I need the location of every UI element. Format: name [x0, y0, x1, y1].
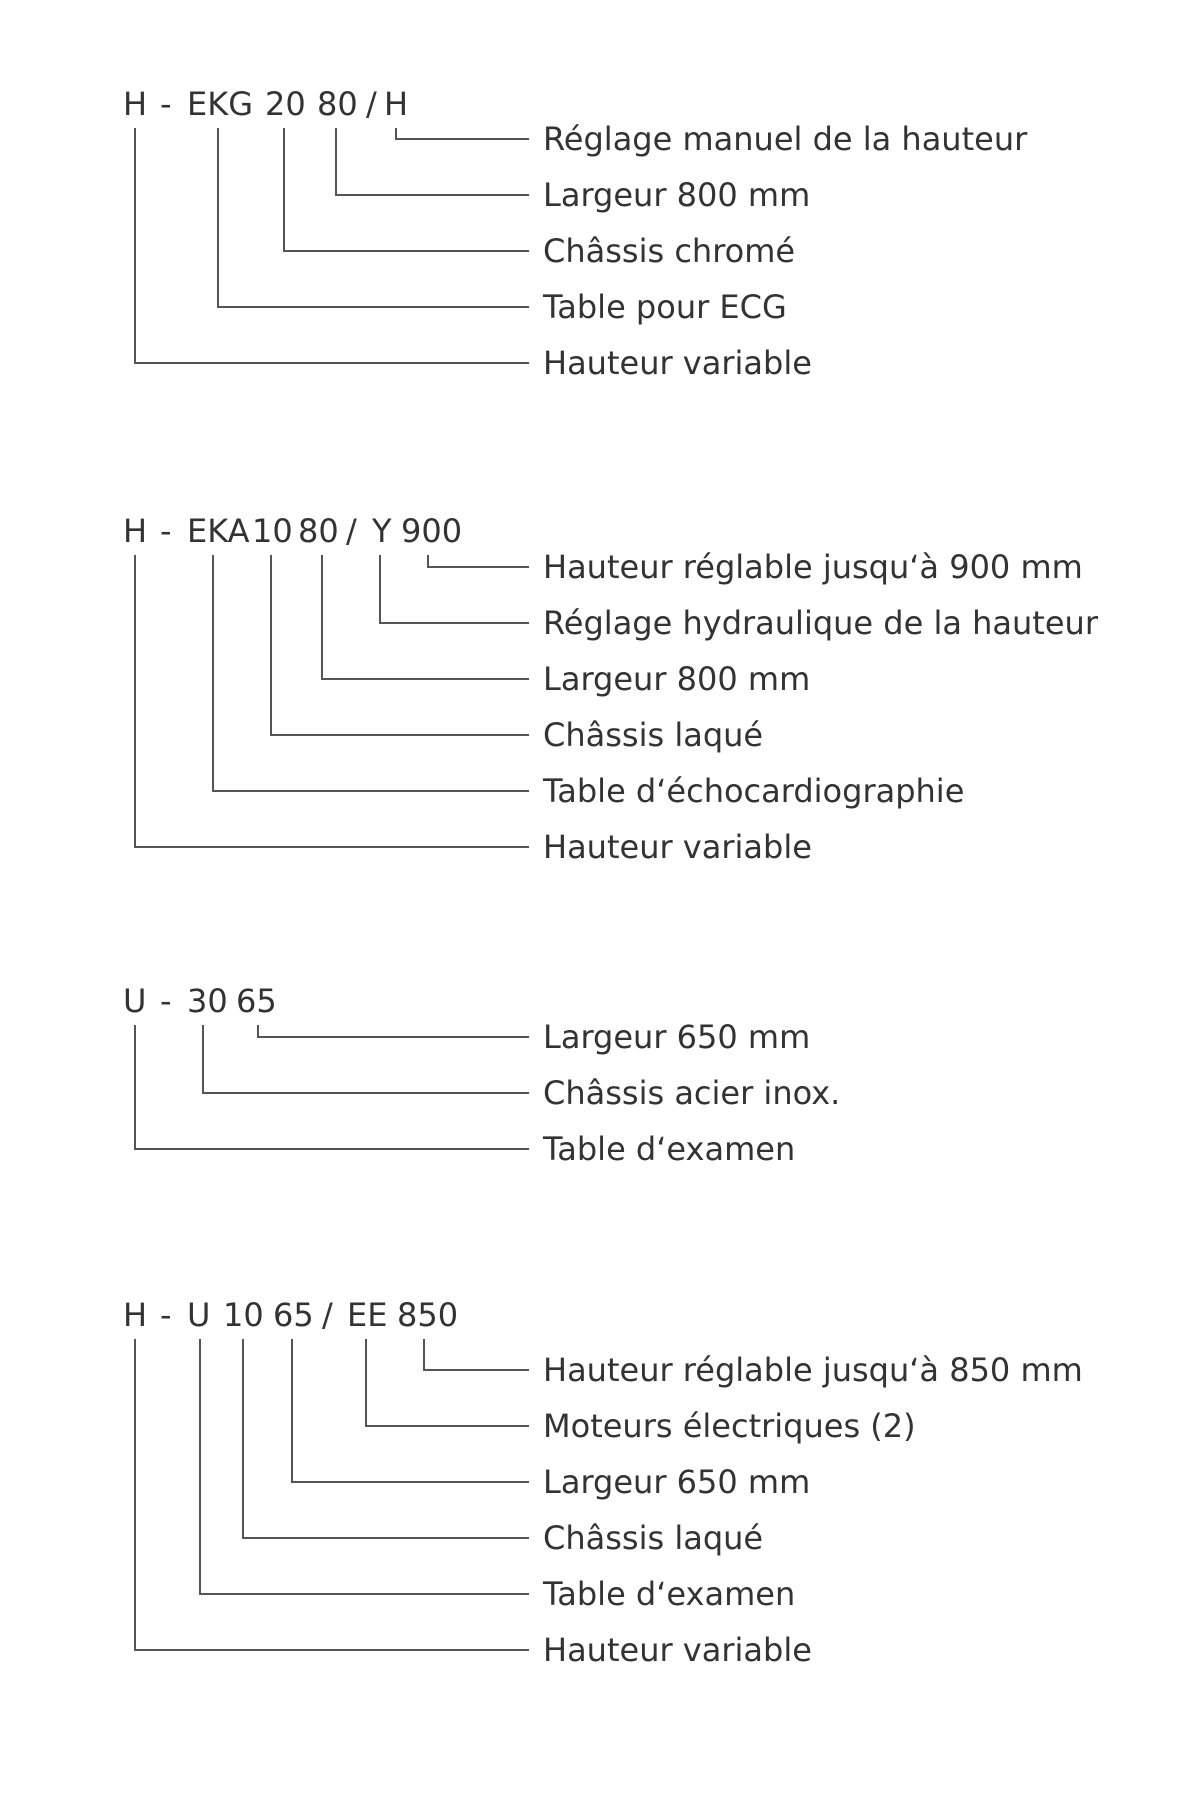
legend-label: Largeur 800 mm: [543, 176, 811, 214]
code-segment: 65: [236, 982, 277, 1020]
legend-label: Table pour ECG: [543, 288, 787, 326]
leader-line: [428, 555, 529, 567]
legend-label: Hauteur réglable jusqu‘à 850 mm: [543, 1351, 1083, 1389]
code-segment: H: [123, 512, 148, 550]
code-segment: 10: [223, 1296, 264, 1334]
legend-label: Hauteur variable: [543, 1631, 812, 1669]
code-segment: U: [187, 1296, 211, 1334]
designation-block-3: [123, 982, 840, 1168]
legend-label: Hauteur variable: [543, 828, 812, 866]
legend-label: Table d‘échocardiographie: [543, 772, 965, 810]
leader-line: [135, 555, 529, 847]
legend-label: Table d‘examen: [543, 1575, 796, 1613]
code-segment: EE: [347, 1296, 388, 1334]
code-separator: /: [322, 1296, 333, 1334]
designation-block-1: [123, 85, 1028, 382]
legend-label: Moteurs électriques (2): [543, 1407, 916, 1445]
legend-label: Hauteur réglable jusqu‘à 900 mm: [543, 548, 1083, 586]
code-separator: -: [160, 85, 172, 123]
legend-label: Hauteur variable: [543, 344, 812, 382]
code-separator: /: [346, 512, 357, 550]
leader-line: [424, 1339, 529, 1370]
code-segment: H: [384, 85, 409, 123]
leader-line: [366, 1339, 529, 1426]
code-segment: EKA: [187, 512, 250, 550]
legend-label: Châssis laqué: [543, 1519, 764, 1557]
leader-line: [200, 1339, 529, 1594]
legend-label: Réglage hydraulique de la hauteur: [543, 604, 1098, 642]
leader-line: [258, 1025, 529, 1037]
code-segment: 80: [298, 512, 339, 550]
code-segment: 10: [252, 512, 293, 550]
legend-label: Largeur 800 mm: [543, 660, 811, 698]
leader-line: [135, 1025, 529, 1149]
code-segment: 80: [317, 85, 358, 123]
leader-line: [135, 128, 529, 363]
leader-line: [203, 1025, 529, 1093]
code-separator: -: [160, 1296, 172, 1334]
product-code-1: [123, 85, 408, 123]
leader-line: [380, 555, 529, 623]
legend-label: Largeur 650 mm: [543, 1018, 811, 1056]
code-segment: H: [123, 1296, 148, 1334]
leader-line: [271, 555, 529, 735]
code-segment: Y: [372, 512, 392, 550]
code-segment: EKG: [187, 85, 253, 123]
product-code-3: [123, 982, 277, 1020]
product-code-2: [123, 512, 462, 550]
legend-label: Châssis laqué: [543, 716, 764, 754]
leader-line: [135, 1339, 529, 1650]
leader-line: [292, 1339, 529, 1482]
code-segment: U: [123, 982, 147, 1020]
leader-line: [396, 128, 529, 139]
code-segment: 20: [265, 85, 306, 123]
legend-label: Largeur 650 mm: [543, 1463, 811, 1501]
legend-label: Châssis acier inox.: [543, 1074, 841, 1112]
leader-line: [243, 1339, 529, 1538]
legend-label: Table d‘examen: [543, 1130, 796, 1168]
code-separator: -: [160, 512, 172, 550]
code-separator: -: [160, 982, 172, 1020]
legend-label: Réglage manuel de la hauteur: [543, 120, 1028, 158]
leader-line: [213, 555, 529, 791]
code-segment: 30: [187, 982, 228, 1020]
designation-block-2: [123, 512, 1099, 866]
code-segment: H: [123, 85, 148, 123]
legend-label: Châssis chromé: [543, 232, 796, 270]
product-code-4: [123, 1296, 458, 1334]
leader-line: [284, 128, 529, 251]
leader-line: [322, 555, 529, 679]
leader-line: [218, 128, 529, 307]
designation-block-4: [123, 1296, 1083, 1669]
code-separator: /: [366, 85, 377, 123]
code-segment: 900: [401, 512, 463, 550]
code-segment: 65: [273, 1296, 314, 1334]
code-segment: 850: [397, 1296, 459, 1334]
